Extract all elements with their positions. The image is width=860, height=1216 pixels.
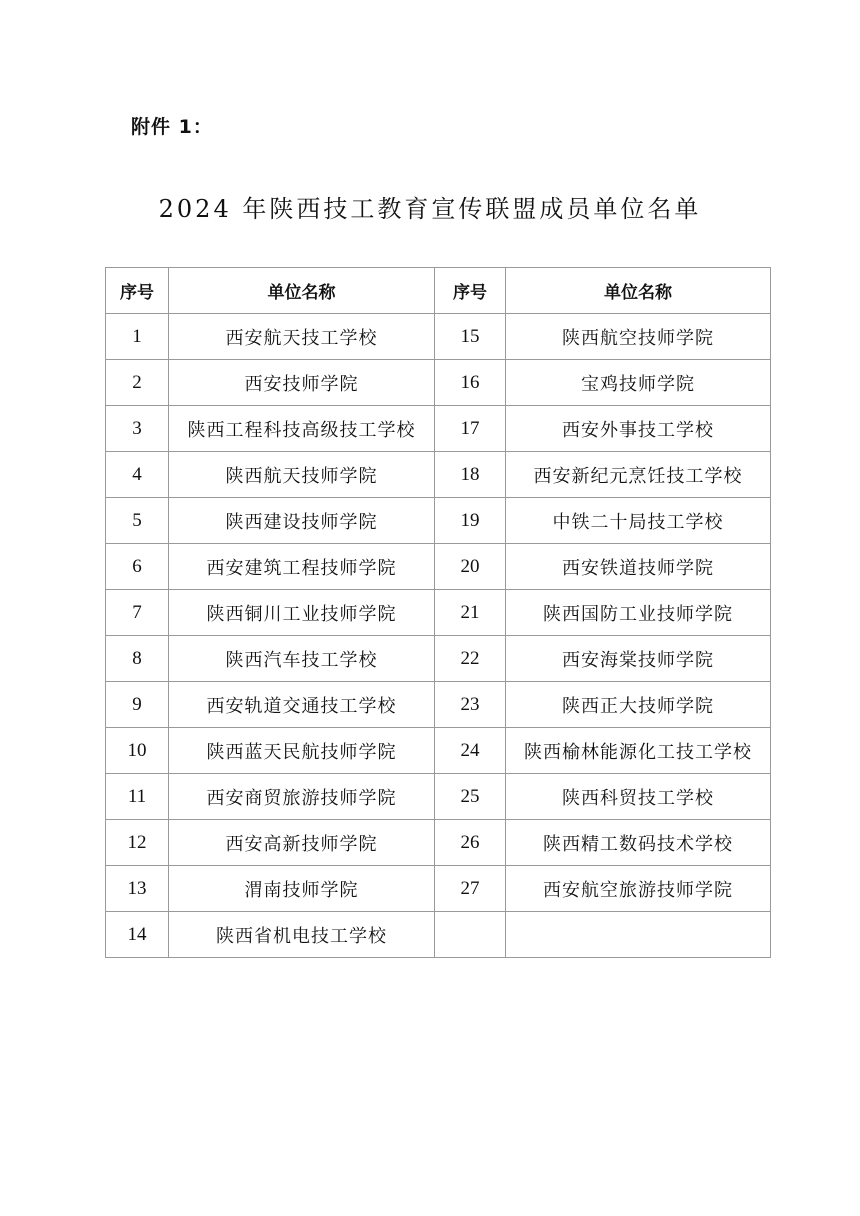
header-unit-name-left: 单位名称: [169, 268, 435, 314]
cell-serial-left: 3: [106, 406, 169, 452]
cell-unit-name-left: 陕西建设技师学院: [169, 498, 435, 544]
table-row: [106, 820, 771, 866]
cell-serial-left: 9: [106, 682, 169, 728]
cell-unit-name-right: 西安新纪元烹饪技工学校: [506, 452, 771, 498]
cell-unit-name-right: 陕西国防工业技师学院: [506, 590, 771, 636]
cell-unit-name-left: 陕西工程科技高级技工学校: [169, 406, 435, 452]
cell-unit-name-right: 西安外事技工学校: [506, 406, 771, 452]
table-row: [106, 590, 771, 636]
cell-unit-name-left: 陕西汽车技工学校: [169, 636, 435, 682]
cell-serial-left: 4: [106, 452, 169, 498]
cell-unit-name-right: 陕西精工数码技术学校: [506, 820, 771, 866]
cell-unit-name-left: 西安建筑工程技师学院: [169, 544, 435, 590]
cell-serial-right: 23: [435, 682, 506, 728]
cell-unit-name-right: 宝鸡技师学院: [506, 360, 771, 406]
cell-serial-left: 11: [106, 774, 169, 820]
cell-unit-name-left: 西安高新技师学院: [169, 820, 435, 866]
table-row: [106, 866, 771, 912]
table-row: [106, 682, 771, 728]
cell-serial-right: 16: [435, 360, 506, 406]
table-row: [106, 314, 771, 360]
cell-serial-right: [435, 912, 506, 958]
cell-serial-left: 12: [106, 820, 169, 866]
cell-unit-name-left: 陕西航天技师学院: [169, 452, 435, 498]
cell-serial-right: 17: [435, 406, 506, 452]
table-row: [106, 728, 771, 774]
header-unit-name-right: 单位名称: [506, 268, 771, 314]
cell-serial-right: 22: [435, 636, 506, 682]
cell-unit-name-right: 西安海棠技师学院: [506, 636, 771, 682]
cell-serial-right: 25: [435, 774, 506, 820]
cell-serial-right: 18: [435, 452, 506, 498]
cell-unit-name-right: 西安航空旅游技师学院: [506, 866, 771, 912]
cell-unit-name-left: 西安轨道交通技工学校: [169, 682, 435, 728]
cell-serial-left: 5: [106, 498, 169, 544]
cell-unit-name-right: 陕西正大技师学院: [506, 682, 771, 728]
table-row: [106, 774, 771, 820]
cell-serial-right: 27: [435, 866, 506, 912]
cell-unit-name-right: 陕西科贸技工学校: [506, 774, 771, 820]
cell-unit-name-right: [506, 912, 771, 958]
member-units-table: [105, 267, 771, 958]
cell-unit-name-right: 西安铁道技师学院: [506, 544, 771, 590]
header-serial-right: 序号: [435, 268, 506, 314]
cell-serial-left: 6: [106, 544, 169, 590]
cell-unit-name-left: 陕西铜川工业技师学院: [169, 590, 435, 636]
cell-serial-left: 14: [106, 912, 169, 958]
cell-serial-left: 1: [106, 314, 169, 360]
cell-serial-right: 26: [435, 820, 506, 866]
header-serial-left: 序号: [106, 268, 169, 314]
table-row: [106, 544, 771, 590]
cell-unit-name-right: 中铁二十局技工学校: [506, 498, 771, 544]
cell-serial-right: 15: [435, 314, 506, 360]
cell-unit-name-right: 陕西榆林能源化工技工学校: [506, 728, 771, 774]
cell-serial-left: 7: [106, 590, 169, 636]
cell-unit-name-left: 陕西省机电技工学校: [169, 912, 435, 958]
table-row: [106, 636, 771, 682]
table-row: [106, 406, 771, 452]
cell-serial-left: 10: [106, 728, 169, 774]
cell-unit-name-left: 渭南技师学院: [169, 866, 435, 912]
table-body: [106, 314, 771, 958]
table-row: [106, 452, 771, 498]
attachment-label: 附件 1：: [131, 116, 213, 138]
table-header-row: [106, 268, 771, 314]
cell-unit-name-right: 陕西航空技师学院: [506, 314, 771, 360]
cell-unit-name-left: 陕西蓝天民航技师学院: [169, 728, 435, 774]
document-title: 2024 年陕西技工教育宣传联盟成员单位名单: [158, 195, 702, 223]
cell-serial-right: 20: [435, 544, 506, 590]
table-row: [106, 498, 771, 544]
cell-serial-left: 2: [106, 360, 169, 406]
table-row: [106, 912, 771, 958]
cell-unit-name-left: 西安航天技工学校: [169, 314, 435, 360]
cell-serial-right: 21: [435, 590, 506, 636]
cell-serial-right: 19: [435, 498, 506, 544]
cell-serial-left: 13: [106, 866, 169, 912]
cell-serial-right: 24: [435, 728, 506, 774]
table-row: [106, 360, 771, 406]
cell-serial-left: 8: [106, 636, 169, 682]
cell-unit-name-left: 西安商贸旅游技师学院: [169, 774, 435, 820]
cell-unit-name-left: 西安技师学院: [169, 360, 435, 406]
